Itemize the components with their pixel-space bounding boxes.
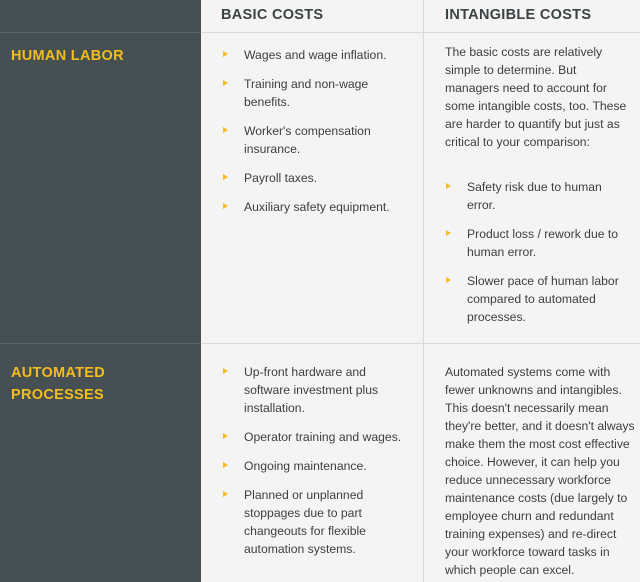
- human-labor-basic-costs: [222, 46, 412, 227]
- row-label-column: [0, 0, 201, 582]
- row-divider: [201, 343, 640, 344]
- list-item: Safety risk due to human error.: [445, 178, 633, 214]
- list-item: Wages and wage inflation.: [222, 46, 412, 64]
- list-item: Training and non-wage benefits.: [222, 75, 412, 111]
- list-item: Product loss / rework due to human error.: [445, 225, 633, 261]
- automated-processes-label: AUTOMATED PROCESSES: [11, 365, 105, 403]
- human-labor-intangible-costs: [445, 43, 633, 337]
- intangible-intro: The basic costs are relatively simple to determine. But managers need to account for some intangible costs, too. These are harder to quantify but just as critical to your comparison:: [445, 45, 627, 149]
- side-row-divider: [0, 343, 201, 344]
- human-labor-label: HUMAN LABOR: [11, 48, 124, 64]
- list-item: Auxiliary safety equipment.: [222, 198, 412, 216]
- basic-costs-header: BASIC COSTS: [221, 7, 324, 23]
- list-item: Worker's compensation insurance.: [222, 122, 412, 158]
- column-divider: [423, 0, 424, 582]
- automated-intangible-costs: [445, 363, 635, 579]
- list-item: Ongoing maintenance.: [222, 457, 414, 475]
- list-item: Slower pace of human labor compared to automated processes.: [445, 272, 633, 326]
- header-divider: [201, 32, 640, 33]
- list-item: Planned or unplanned stoppages due to part changeouts for flexible automation systems.: [222, 486, 414, 558]
- side-header-divider: [0, 32, 201, 33]
- automated-intangible-text: Automated systems come with fewer unknowns and intangibles. This doesn't necessarily mean they're better, and it doesn't always make them the most cost effective choice. However, it can help you reduce unnecessary workforce maintenance costs (due largely to employee churn and redundant training expenses) and re-direct your workforce toward tasks in which people can excel.: [445, 365, 635, 577]
- list-item: Up-front hardware and software investment plus installation.: [222, 363, 414, 417]
- automated-basic-costs: [222, 363, 414, 569]
- list-item: Payroll taxes.: [222, 169, 412, 187]
- intangible-costs-header: INTANGIBLE COSTS: [445, 7, 592, 23]
- list-item: Operator training and wages.: [222, 428, 414, 446]
